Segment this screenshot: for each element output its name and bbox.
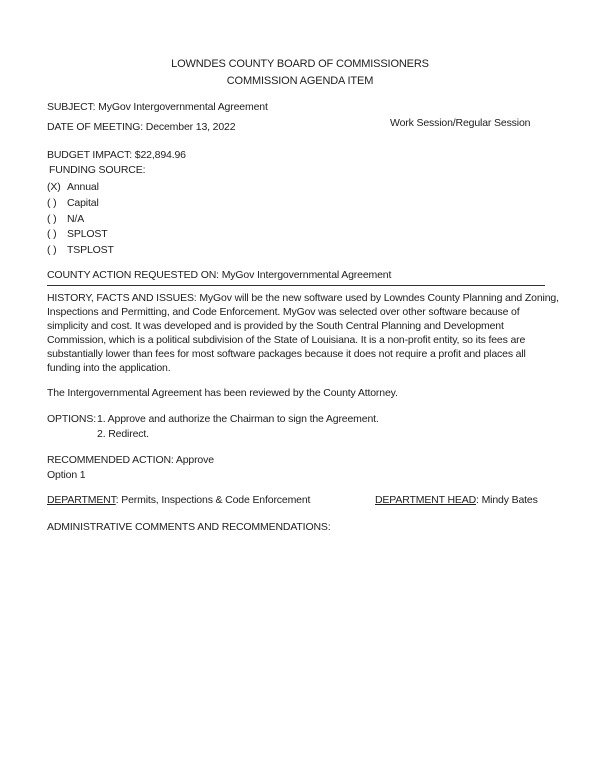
history-facts-issues (47, 291, 559, 375)
funding-option-label: Annual (67, 181, 99, 193)
department-label: DEPARTMENT (47, 494, 116, 506)
session-type: Work Session/Regular Session (390, 117, 531, 129)
history-line: HISTORY, FACTS AND ISSUES: MyGov will be the new software used by Lowndes County Planning and Zoning, (47, 292, 559, 304)
option-2: 2. Redirect. (97, 428, 149, 440)
checkbox-mark: ( ) (47, 244, 57, 257)
funding-option-tsplost (47, 244, 114, 260)
funding-option-label: SPLOST (67, 228, 108, 241)
checkbox-mark: ( ) (47, 212, 57, 225)
header-subtitle: COMMISSION AGENDA ITEM (226, 75, 374, 87)
department-head (375, 494, 538, 507)
history-line: substantially lower than fees for most software packages because it does not require a profit and places all (47, 348, 526, 360)
history-line: Inspections and Permitting, and Code Enforcement. MyGov was selected over other software because of (47, 306, 520, 318)
funding-option-label: Capital (67, 196, 99, 209)
date-of-meeting: DATE OF MEETING: December 13, 2022 (47, 121, 236, 133)
options-label: OPTIONS: (47, 413, 96, 425)
divider (47, 285, 545, 286)
history-line: simplicity and cost. It was developed and is provided by the South Central Planning and Development (47, 320, 504, 332)
funding-option-label: N/A (67, 212, 85, 225)
funding-option-splost (47, 228, 114, 244)
funding-option-na (47, 213, 114, 229)
history-line: Commission, which is a political subdivision of the State of Louisiana. It is a non-profit entity, so its fees are (47, 334, 526, 346)
department-head-label: DEPARTMENT HEAD (375, 494, 477, 506)
subject: SUBJECT: MyGov Intergovernmental Agreement (47, 101, 268, 113)
checkbox-mark: ( ) (47, 228, 57, 241)
recommended-option: Option 1 (47, 469, 86, 481)
county-action-requested: COUNTY ACTION REQUESTED ON: MyGov Intergovernmental Agreement (47, 269, 392, 281)
attorney-note: The Intergovernmental Agreement has been reviewed by the County Attorney. (47, 387, 398, 399)
department (47, 494, 310, 507)
funding-source-label: FUNDING SOURCE: (49, 164, 146, 176)
funding-option-capital (47, 197, 114, 213)
budget-impact: BUDGET IMPACT: $22,894.96 (47, 149, 186, 161)
option-1: 1. Approve and authorize the Chairman to sign the Agreement. (97, 413, 379, 425)
history-line: funding into the application. (47, 362, 171, 374)
administrative-comments: ADMINISTRATIVE COMMENTS AND RECOMMENDATIONS: (47, 521, 331, 533)
checkbox-mark: ( ) (47, 196, 57, 209)
funding-source-list (47, 181, 114, 260)
checkbox-mark: (X) (47, 181, 61, 193)
funding-option-label: TSPLOST (67, 244, 114, 257)
department-head-value: : Mindy Bates (476, 494, 538, 506)
funding-option-annual (47, 181, 114, 197)
header-title: LOWNDES COUNTY BOARD OF COMMISSIONERS (171, 58, 429, 70)
recommended-action: RECOMMENDED ACTION: Approve (47, 454, 214, 466)
department-value: : Permits, Inspections & Code Enforcement (115, 494, 311, 506)
